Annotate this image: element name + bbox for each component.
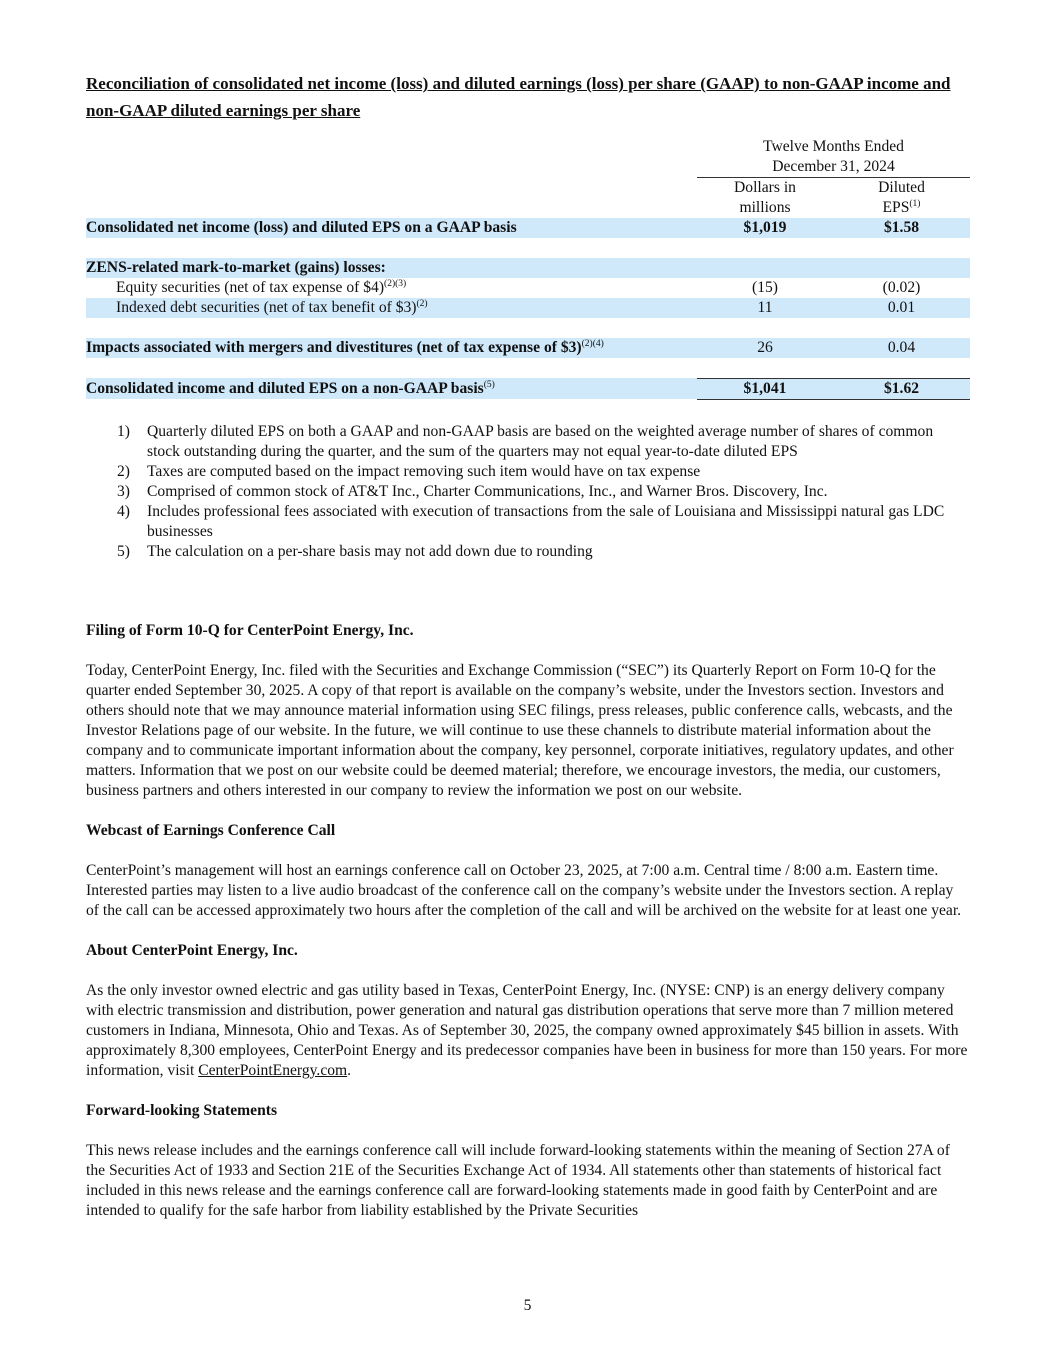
table-row-equity: Equity securities (net of tax expense of $4)$^{(2)(3)}$ (15) (0.02) — [116, 278, 921, 296]
filing-paragraph: Today, CenterPoint Energy, Inc. filed with the Securities and Exchange Commission (“SEC”) its Quarterly Report on Form 10-Q for the quarter ended September 30, 2025. A copy of that report is available on the company’s website, under the Investors section. Investors and others should note that we may announce material information using SEC filings, press releases, public conference calls, webcasts, and the Investor Relations page of our website. In the future, we will continue to use these channels to distribute material information about the company and to communicate important information about the company, key personnel, corporate initiatives, regulatory updates, and other matters. Information that we post on our website could be deemed material; therefore, we encourage investors, the media, our customers, business partners and others interested in our company to review the information we post on our website. — [86, 661, 954, 799]
eps-header-line1: Diluted — [878, 179, 925, 196]
table-row-indexed: Indexed debt securities (net of tax benefit of $3)$^{(2)}$ 11 0.01 — [86, 298, 970, 318]
table-row-nongaap: Consolidated income and diluted EPS on a non-GAAP basis$^{(5)}$ $1,041 $1.62 — [86, 378, 970, 399]
forward-looking-paragraph: This news release includes and the earnings conference call will include forward-looking statements within the meaning of Section 27A of the Securities Act of 1933 and Section 21E of the Securities Exchange Act of 1934. All statements other than statements of historical fact included in this news release and the earnings conference call are forward-looking statements made in good faith by CenterPoint and are intended to qualify for the safe harbor from liability established by the Private Securities — [86, 1141, 950, 1219]
footnote: 4) Includes professional fees associated with execution of transactions from the sale of Louisiana and Mississippi natural gas LDC businesses — [117, 502, 945, 540]
webcast-heading: Webcast of Earnings Conference Call — [86, 821, 336, 839]
centerpoint-website-link[interactable]: CenterPointEnergy.com — [198, 1061, 348, 1079]
reconciliation-table — [86, 137, 970, 400]
page-number: 5 — [523, 1297, 532, 1314]
reconciliation-title: Reconciliation of consolidated net income (loss) and diluted earnings (loss) per share (GAAP) to non-GAAP income and non-GAAP diluted earnings per share — [86, 74, 951, 120]
period-header-line2: December 31, 2024 — [697, 157, 970, 178]
forward-looking-heading: Forward-looking Statements — [86, 1101, 278, 1119]
about-heading: About CenterPoint Energy, Inc. — [86, 941, 298, 959]
footnote: 2) Taxes are computed based on the impact removing such item would have on tax expense — [117, 462, 701, 480]
dollars-header-line1: Dollars in — [734, 179, 796, 196]
about-paragraph: As the only investor owned electric and gas utility based in Texas, CenterPoint Energy, Inc. (NYSE: CNP) is an energy delivery company with electric transmission and distribution, power generation and natural gas distribution operations that serve more than 7 million metered customers in Indiana, Minnesota, Ohio and Texas. As of September 30, 2025, the company owned approximately $45 billion in assets. With approximately 8,300 employees, CenterPoint Energy and its predecessor companies have been in business for more than 150 years. For more information, visit CenterPointEnergy.com. — [86, 981, 968, 1079]
footnote: 1) Quarterly diluted EPS on both a GAAP and non-GAAP basis are based on the weighted average number of shares of common stock outstanding during the quarter, and the sum of the quarters may not equal year-to-date diluted EPS — [117, 422, 934, 460]
filing-heading: Filing of Form 10-Q for CenterPoint Energy, Inc. — [86, 621, 414, 639]
document-page — [86, 70, 970, 1221]
webcast-paragraph: CenterPoint’s management will host an earnings conference call on October 23, 2025, at 7:00 a.m. Central time / 8:00 a.m. Eastern time. Interested parties may listen to a live audio broadcast of the conference call on the company’s website under the Investors section. A replay of the call can be accessed approximately two hours after the completion of the call and will be archived on the website for at least one year. — [86, 861, 962, 919]
period-header-line1: Twelve Months Ended — [763, 138, 904, 155]
footnote: 3) Comprised of common stock of AT&T Inc., Charter Communications, Inc., and Warner Bros. Discovery, Inc. — [117, 482, 828, 500]
table-row-gaap: Consolidated net income (loss) and diluted EPS on a GAAP basis $1,019 $1.58 — [86, 218, 970, 238]
footnote: 5) The calculation on a per-share basis may not add down due to rounding — [117, 542, 593, 560]
dollars-header-line2: millions — [739, 199, 791, 216]
footnotes-list — [117, 422, 967, 562]
eps-header-line2: EPS$^{(1)}$ — [882, 198, 921, 216]
table-row-mergers: Impacts associated with mergers and divestitures (net of tax expense of $3)$^{(2)(4)}$ 26 0.04 — [86, 338, 970, 358]
table-row-zens: ZENS-related mark-to-market (gains) losses: — [86, 258, 970, 278]
